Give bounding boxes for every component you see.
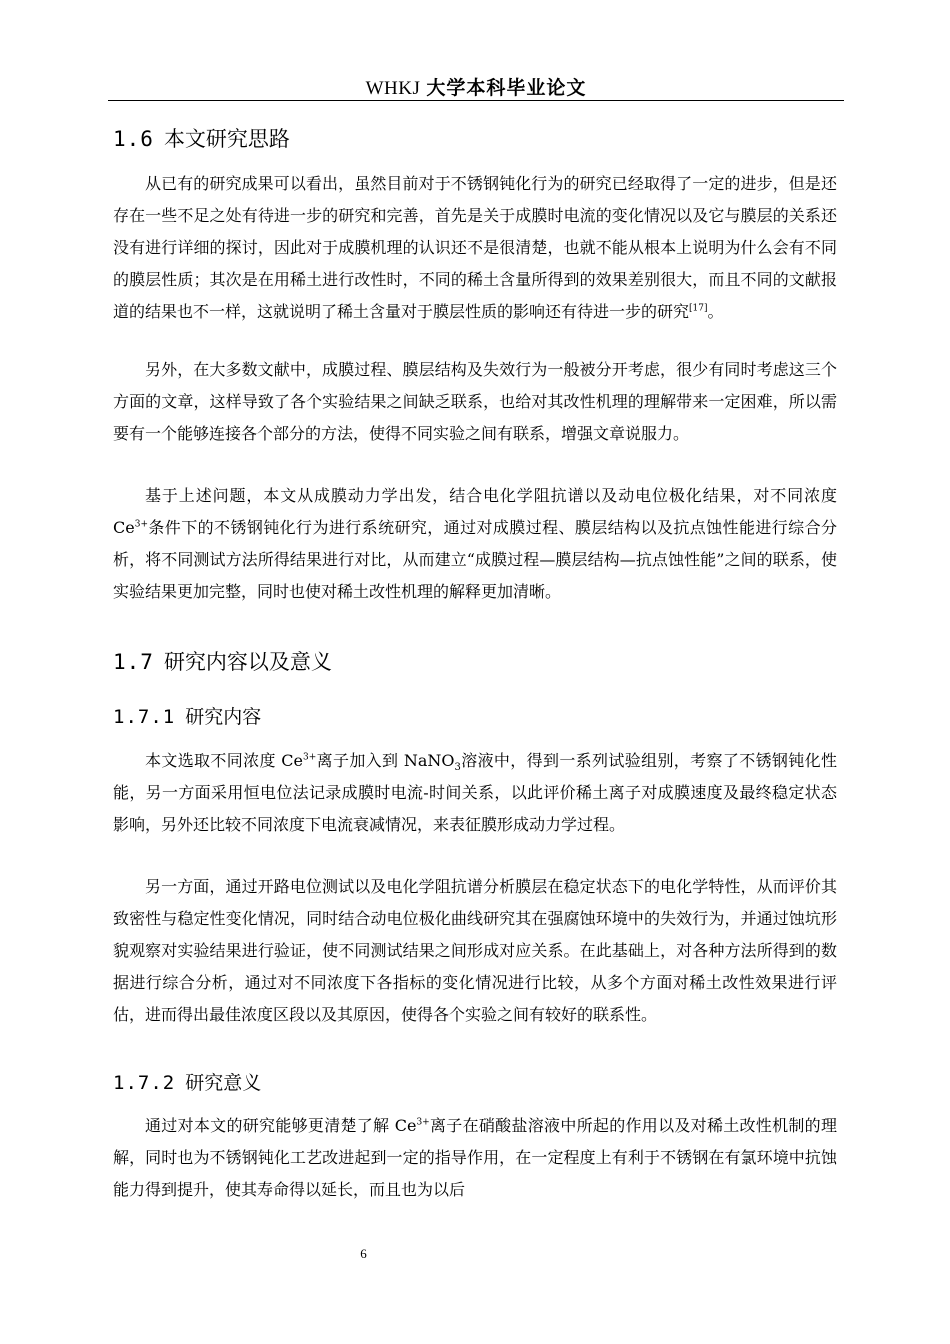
section-heading-1-7 — [113, 648, 332, 676]
section-title: 研究内容以及意义 — [163, 650, 332, 674]
section-number: 1.7 — [113, 650, 154, 674]
subsection-number: 1.7.2 — [113, 1072, 176, 1094]
paragraph-research-significance: 通过对本文的研究能够更清楚了解 $Ce^{3+}$离子在硝酸盐溶液中所起的作用以及对稀土改性机制的理解，同时也为不锈钢钝化工艺改进起到一定的指导作用，在一定程度上有利于不锈钢在有氯环境中抗蚀能力得到提升，使其寿命得以延长，而且也为以后 — [113, 1116, 837, 1199]
page-number: 6 — [360, 1246, 367, 1261]
paragraph-research-gap: 另外，在大多数文献中，成膜过程、膜层结构及失效行为一般被分开考虑，很少有同时考虑这三个方面的文章，这样导致了各个实验结果之间缺乏联系，也给对其改性机理的理解带来一定困难，所以需要有一个能够连接各个部分的方法，使得不同实验之间有联系，增强文章说服力。 — [113, 360, 837, 443]
paragraph-research-content: 本文选取不同浓度 $Ce^{3+}$离子加入到 NaNO$_3$溶液中，得到一系列试验组别，考察了不锈钢钝化性能，另一方面采用恒电位法记录成膜时电流-时间关系，以此评价稀土离子对成膜速度及最终稳定状态影响，另外还比较不同浓度下电流衰减情况，来表征膜形成动力学过程。 — [113, 751, 837, 834]
running-header — [108, 76, 844, 101]
section-heading-1-6 — [113, 125, 290, 153]
header-title: 大学本科毕业论文 — [426, 77, 587, 99]
header-divider — [108, 100, 844, 101]
paragraph-research-background: 从已有的研究成果可以看出，虽然目前对于不锈钢钝化行为的研究已经取得了一定的进步，但是还存在一些不足之处有待进一步的研究和完善，首先是关于成膜时电流的变化情况以及它与膜层的关系还没有进行详细的探讨，因此对于成膜机理的认识还不是很清楚，也就不能从根本上说明为什么会有不同的膜层性质；其次是在用稀土进行改性时，不同的稀土含量所得到的效果差别很大，而且不同的文献报道的结果也不一样，这就说明了稀土含量对于膜层性质的影响还有待进一步的研究[17]。 — [113, 174, 837, 321]
paragraph-research-approach: 基于上述问题，本文从成膜动力学出发，结合电化学阻抗谱以及动电位极化结果，对不同浓度 $Ce^{3+}$条件下的不锈钢钝化行为进行系统研究，通过对成膜过程、膜层结构以及抗点蚀性能进行综合分析，将不同测试方法所得结果进行对比，从而建立“成膜过程—膜层结构—抗点蚀性能”之间的联系，使实验结果更加完整，同时也使对稀土改性机理的解释更加清晰。 — [113, 486, 837, 601]
section-number: 1.6 — [113, 127, 154, 151]
subsection-title: 研究内容 — [185, 706, 262, 728]
subsection-heading-1-7-2 — [113, 1070, 261, 1096]
subsection-heading-1-7-1 — [113, 704, 261, 730]
section-title: 本文研究思路 — [163, 127, 290, 151]
citation-ref: [17] — [689, 303, 708, 314]
subsection-number: 1.7.1 — [113, 706, 176, 728]
subsection-title: 研究意义 — [185, 1072, 262, 1094]
paragraph-research-methods: 另一方面，通过开路电位测试以及电化学阻抗谱分析膜层在稳定状态下的电化学特性，从而评价其致密性与稳定性变化情况，同时结合动电位极化曲线研究其在强腐蚀环境中的失效行为，并通过蚀坑形貌观察对实验结果进行验证，使不同测试结果之间形成对应关系。在此基础上，对各种方法所得到的数据进行综合分析，通过对不同浓度下各指标的变化情况进行比较，从多个方面对稀土改性效果进行评估，进而得出最佳浓度区段以及其原因，使得各个实验之间有较好的联系性。 — [113, 877, 837, 1024]
header-latin: WHKJ — [365, 78, 421, 99]
